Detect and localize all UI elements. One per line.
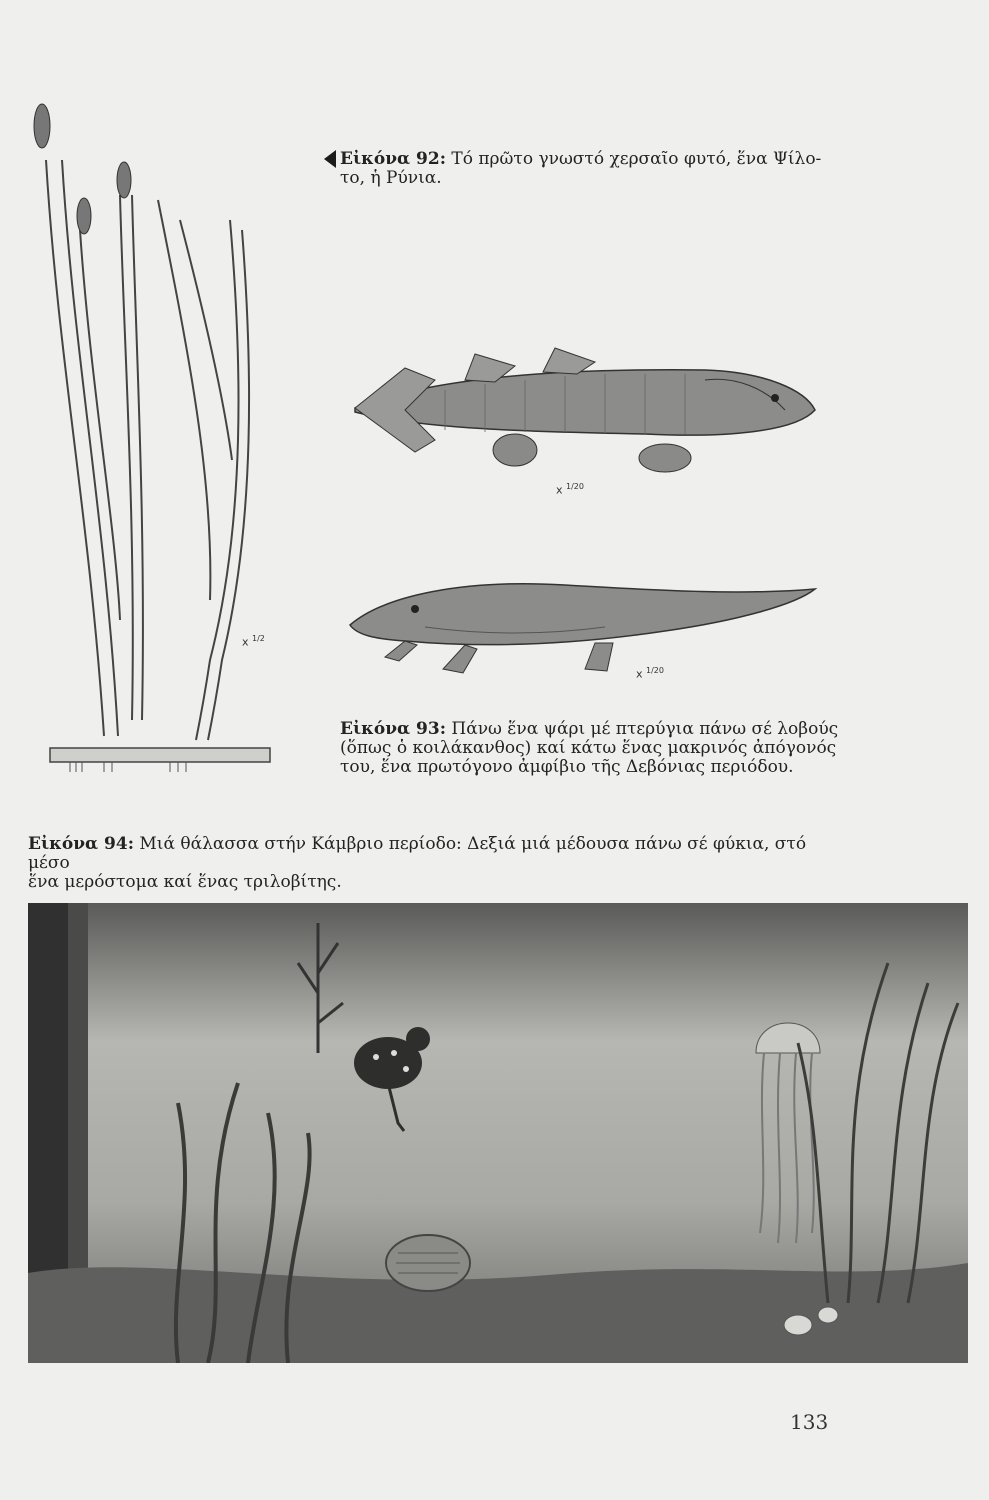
fig92-text: Τό πρῶτο γνωστό χερσαῖο φυτό, ἕνα Ψίλο-	[446, 149, 822, 169]
rhynia-plant-illustration	[20, 100, 300, 790]
fig92-caption	[340, 150, 840, 188]
trilobite	[386, 1235, 470, 1291]
lobe-finned-fish-illustration	[345, 340, 820, 480]
fish-scale-prefix: x	[556, 483, 567, 497]
fig93-line-3: του, ἕνα πρωτόγονο ἀμφίβιο τῆς Δεβόνιας περιόδου.	[340, 757, 794, 777]
fig94-line-1: Μιά θάλασσα στήν Κάμβριο περίοδο: Δεξιά μιά μέδουσα πάνω σέ φύκια, στό μέσο	[28, 834, 807, 873]
fig92-pointer	[324, 150, 336, 168]
fig93-caption	[340, 720, 840, 777]
plant-scale-prefix: x	[242, 635, 253, 649]
fish-scale-label	[556, 482, 584, 497]
plant-scale-label	[242, 634, 265, 649]
amphibian-scale-prefix: x	[636, 667, 647, 681]
fig94-caption	[28, 835, 828, 892]
fig93-line-2: (ὅπως ὁ κοιλάκανθος) καί κάτω ἕνας μακρινός ἀπόγονός	[340, 738, 837, 758]
fig93-line-1: Πάνω ἕνα ψάρι μέ πτερύγια πάνω σέ λοβούς	[446, 719, 839, 739]
fig94-label: Εἰκόνα 94:	[28, 834, 134, 854]
amphibian-scale-fraction: 1/20	[646, 666, 664, 675]
primitive-amphibian-illustration	[345, 565, 820, 680]
fig93-label: Εἰκόνα 93:	[340, 719, 446, 739]
page-number: 133	[790, 1410, 829, 1434]
fig92-label: Εἰκόνα 92:	[340, 149, 446, 169]
fig92-text-2: το, ἡ Ρύνια.	[340, 168, 442, 188]
sporangium	[34, 104, 50, 148]
fig94-line-2: ἕνα μερόστομα καί ἕνας τριλοβίτης.	[28, 872, 342, 892]
cambrian-sea-illustration	[28, 903, 968, 1363]
amphibian-scale-label	[636, 666, 664, 681]
sporangium	[117, 162, 131, 198]
plant-scale-fraction: 1/2	[252, 634, 265, 643]
fish-scale-fraction: 1/20	[566, 482, 584, 491]
sporangium	[77, 198, 91, 234]
